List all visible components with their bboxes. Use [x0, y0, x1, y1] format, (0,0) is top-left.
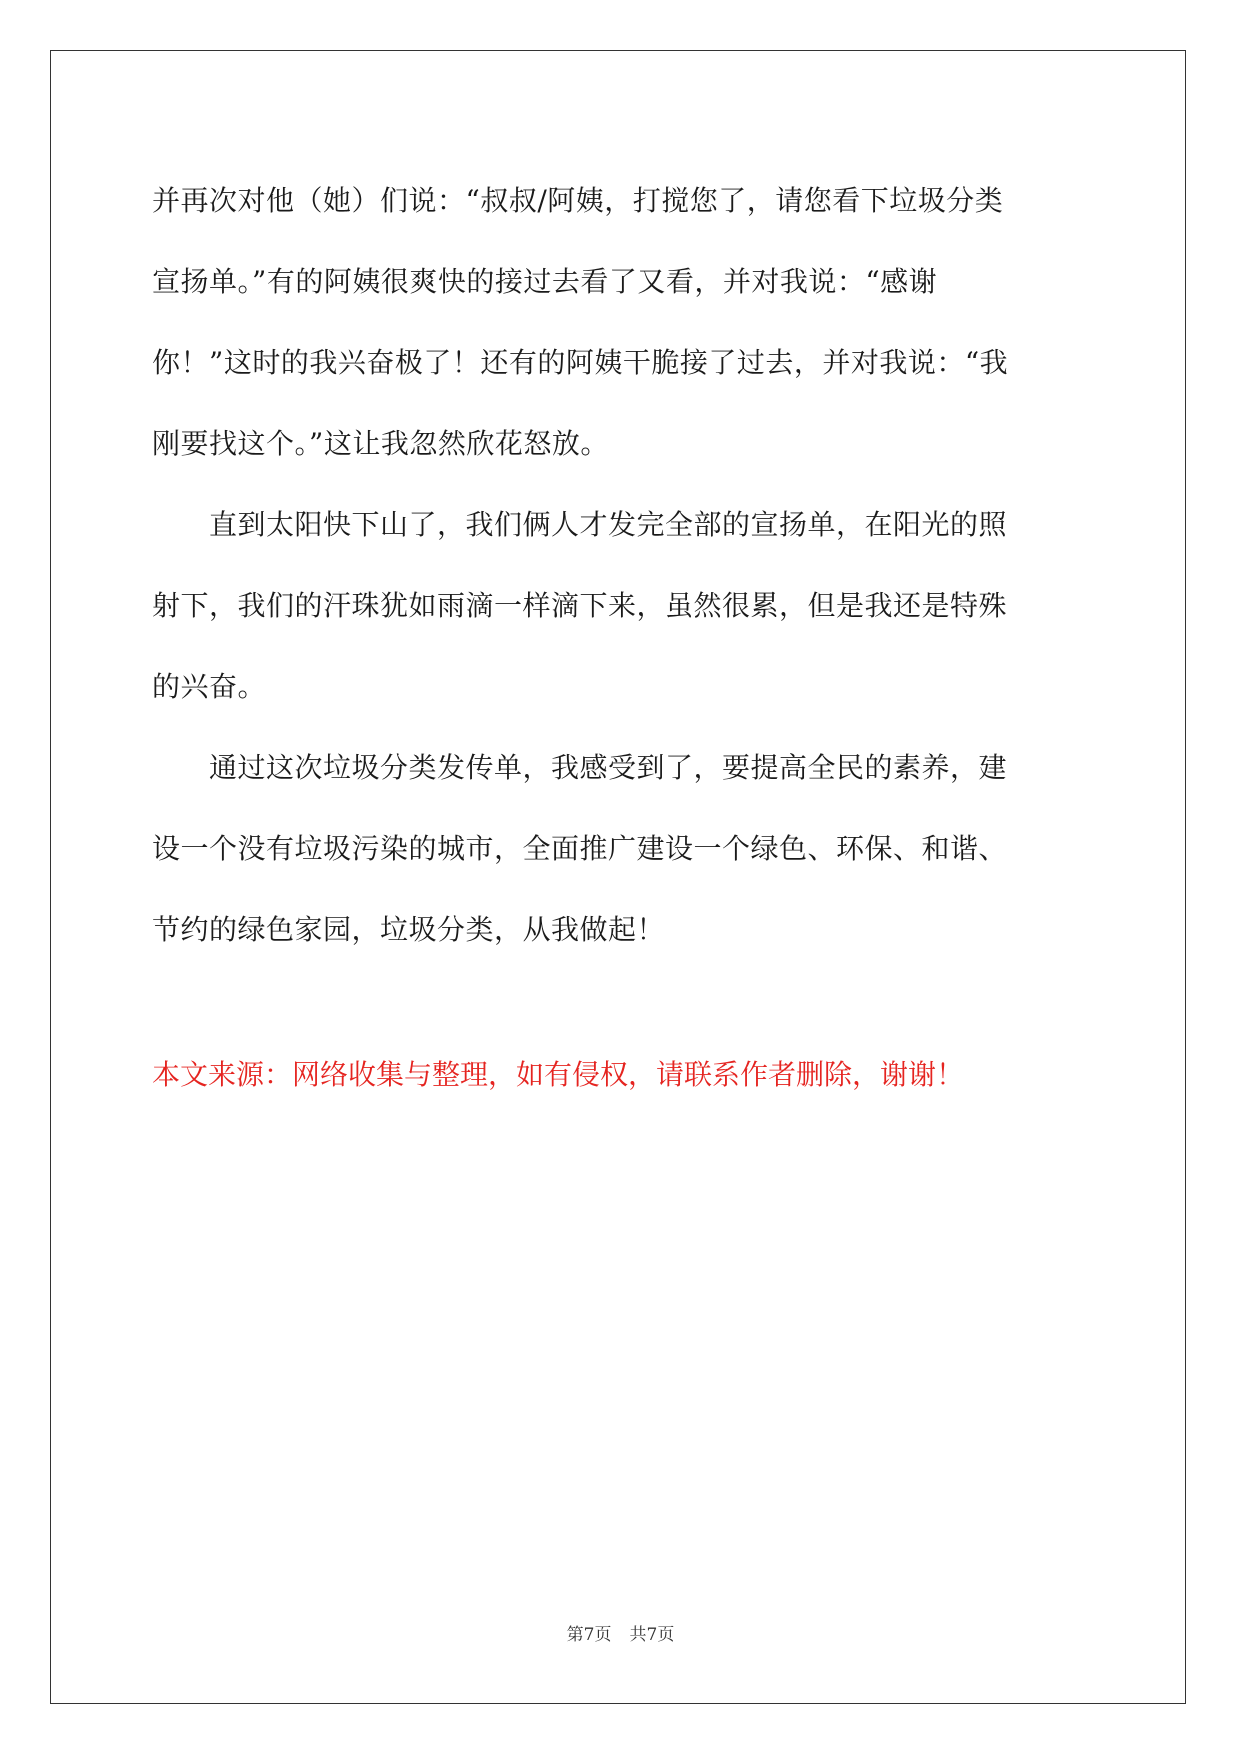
text-line: 的兴奋。: [152, 670, 267, 703]
source-note: 本文来源：网络收集与整理，如有侵权，请联系作者删除，谢谢！: [152, 1058, 965, 1091]
text-line: 你！”这时的我兴奋极了！还有的阿姨干脆接了过去，并对我说：“我: [152, 346, 1009, 379]
text-line: 节约的绿色家园，垃圾分类，从我做起！: [152, 913, 666, 946]
text-line: 刚要找这个。”这让我忽然欣花怒放。: [152, 427, 609, 460]
text-line: 设一个没有垃圾污染的城市，全面推广建设一个绿色、环保、和谐、: [152, 832, 1008, 865]
text-line: 直到太阳快下山了，我们俩人才发完全部的宣扬单，在阳光的照: [152, 508, 1008, 541]
current-page-number: 第7页: [566, 1625, 612, 1645]
paragraph-3: [152, 727, 1082, 970]
page-footer: [0, 1620, 1241, 1645]
text-line: 并再次对他（她）们说：“叔叔/阿姨，打搅您了，请您看下垃圾分类: [152, 184, 1004, 217]
text-line: 宣扬单。”有的阿姨很爽快的接过去看了又看，并对我说：“感谢: [152, 265, 938, 298]
text-line: 射下，我们的汗珠犹如雨滴一样滴下来，虽然很累，但是我还是特殊: [152, 589, 1008, 622]
paragraph-1: [152, 160, 1082, 484]
text-line: 通过这次垃圾分类发传单，我感受到了，要提高全民的素养，建: [152, 751, 1008, 784]
total-page-count: 共7页: [629, 1625, 675, 1645]
paragraph-2: [152, 484, 1082, 727]
document-body: [152, 160, 1082, 970]
